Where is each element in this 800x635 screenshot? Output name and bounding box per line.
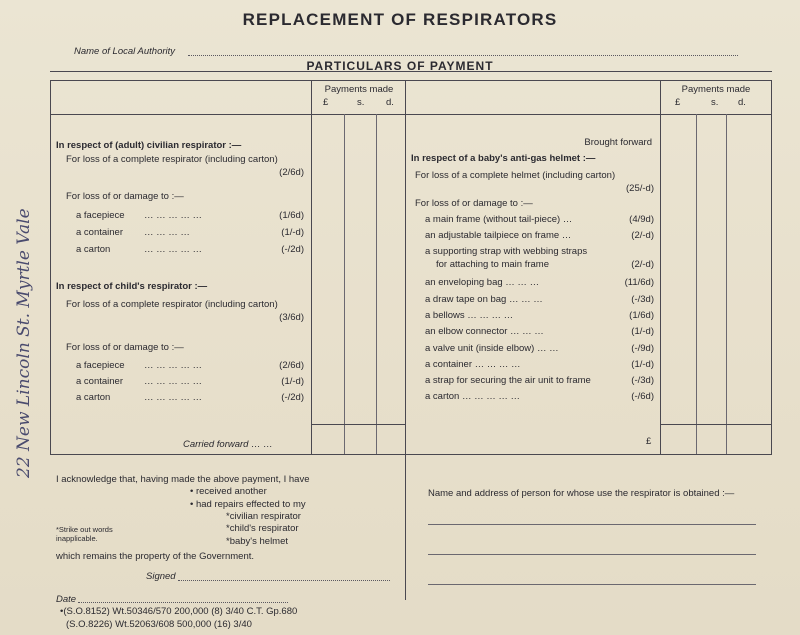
child-carton-label: a carton [76,392,111,403]
right-pounds-header: £ [675,97,681,108]
right-amount-col-2 [696,114,697,454]
child-facepiece-label: a facepiece [76,360,125,371]
address-line-2[interactable] [428,554,756,555]
left-total-shillings-field[interactable] [345,426,375,453]
baby-item-elbow: an elbow connector … … … [425,326,544,337]
adult-heading: In respect of (adult) civilian respirator :— [56,140,242,151]
baby-item-air-strap-price: (-/3d) [631,375,654,386]
adult-carton-label: a carton [76,244,111,255]
authority-label: Name of Local Authority [74,46,176,57]
baby-item-container-price: (1/-d) [631,359,654,370]
baby-item-container: a container … … … … [425,359,521,370]
child-container-price: (1/-d) [281,376,304,387]
handwritten-note: 22 New Lincoln St. Myrtle Vale [14,208,34,478]
rule-section [50,80,772,81]
option-baby[interactable]: *baby's helmet [226,536,289,547]
section-title: PARTICULARS OF PAYMENT [306,59,494,73]
left-amount-col-1 [311,80,312,454]
option-repairs[interactable]: • had repairs effected to my [190,499,306,510]
acknowledge-text: I acknowledge that, having made the above payment, I have [56,474,310,485]
child-facepiece-leader: … … … … … [144,360,203,371]
adult-container-label: a container [76,227,124,238]
baby-item-strap-price: (2/-d) [631,259,654,270]
left-pence-header: d. [386,97,394,108]
address-line-1[interactable] [428,524,756,525]
adult-carton-price: (-/2d) [281,244,304,255]
baby-heading: In respect of a baby's anti-gas helmet :— [411,153,596,164]
signature-line[interactable] [178,580,390,581]
property-text: which remains the property of the Government. [56,551,255,562]
baby-item-valve-price: (-/9d) [631,343,654,354]
baby-item-strap: a supporting strap with webbing straps [425,246,588,257]
left-border [50,80,51,454]
adult-carton-leader: … … … … … [144,244,203,255]
adult-complete-text: For loss of a complete respirator (including carton) [66,154,278,165]
baby-item-draw-tape-price: (-/3d) [631,294,654,305]
baby-complete-price: (25/-d) [626,183,654,194]
child-heading: In respect of child's respirator :— [56,281,208,292]
right-border [771,80,772,454]
adult-facepiece-price: (1/6d) [279,210,304,221]
right-payments-label: Payments made [681,84,751,95]
child-carton-price: (-/2d) [281,392,304,403]
right-pence-header: d. [738,97,746,108]
baby-item-bellows: a bellows … … … … [425,310,514,321]
option-received[interactable]: • received another [190,486,267,497]
left-amount-col-3 [376,114,377,454]
child-complete-price: (3/6d) [279,312,304,323]
child-facepiece-price: (2/6d) [279,360,304,371]
left-pounds-header: £ [323,97,329,108]
left-payments-label: Payments made [324,84,394,95]
baby-item-bag: an enveloping bag … … … [425,277,540,288]
right-amount-col-3 [726,114,727,454]
child-complete-text: For loss of a complete respirator (including carton) [66,299,278,310]
total-pound-symbol: £ [646,436,652,447]
baby-item-main-frame: a main frame (without tail-piece) … [425,214,573,225]
baby-damage-label: For loss of or damage to :— [415,198,533,209]
center-divider [405,80,406,600]
rule-header [50,114,772,115]
left-total-rule [311,424,406,425]
name-address-label: Name and address of person for whose use the respirator is obtained :— [428,488,735,499]
child-container-label: a container [76,376,124,387]
baby-item-carton: a carton … … … … … [425,391,521,402]
baby-item-bellows-price: (1/6d) [629,310,654,321]
option-civilian[interactable]: *civilian respirator [226,511,301,522]
strike-note: *Strike out words inapplicable. [56,525,113,543]
baby-item-draw-tape: a draw tape on bag … … … [425,294,543,305]
right-total-pence-field[interactable] [727,426,770,453]
option-child[interactable]: *child's respirator [226,523,299,534]
address-line-3[interactable] [428,584,756,585]
footer-line-1: •(S.O.8152) Wt.50346/570 200,000 (8) 3/40 C.T. Gp.680 [60,606,298,617]
left-shillings-header: s. [357,97,365,108]
left-amount-col-2 [344,114,345,454]
baby-complete-text: For loss of a complete helmet (including carton) [415,170,616,181]
right-shillings-header: s. [711,97,719,108]
child-damage-label: For loss of or damage to :— [66,342,184,353]
footer-line-2: (S.O.8226) Wt.52063/608 500,000 (16) 3/40 [66,619,252,630]
child-carton-leader: … … … … … [144,392,203,403]
right-total-rule [660,424,772,425]
form-title: REPLACEMENT OF RESPIRATORS [242,10,558,29]
adult-facepiece-leader: … … … … … [144,210,203,221]
baby-item-main-frame-price: (4/9d) [629,214,654,225]
adult-container-leader: … … … … [144,227,190,238]
right-amount-col-1 [660,80,661,454]
carried-forward: Carried forward … … [183,439,273,450]
signed-label: Signed [146,571,176,582]
baby-item-elbow-price: (1/-d) [631,326,654,337]
adult-facepiece-label: a facepiece [76,210,125,221]
brought-forward: Brought forward [584,137,652,148]
date-label: Date [56,594,77,605]
date-line[interactable] [78,602,288,603]
left-total-pounds-field[interactable] [312,426,343,453]
adult-container-price: (1/-d) [281,227,304,238]
baby-item-air-strap: a strap for securing the air unit to frame [425,375,591,386]
baby-item-strap-cont: for attaching to main frame [436,259,549,270]
authority-line[interactable] [188,55,738,56]
child-container-leader: … … … … … [144,376,203,387]
right-total-pounds-field[interactable] [661,426,695,453]
right-total-shillings-field[interactable] [697,426,725,453]
baby-item-tailpiece-price: (2/-d) [631,230,654,241]
adult-damage-label: For loss of or damage to :— [66,191,184,202]
baby-item-tailpiece: an adjustable tailpiece on frame … [425,230,572,241]
left-total-pence-field[interactable] [377,426,404,453]
rule-bottom-table [50,454,772,455]
baby-item-carton-price: (-/6d) [631,391,654,402]
baby-item-valve: a valve unit (inside elbow) … … [425,343,559,354]
baby-item-bag-price: (11/6d) [624,277,654,288]
adult-complete-price: (2/6d) [279,167,304,178]
